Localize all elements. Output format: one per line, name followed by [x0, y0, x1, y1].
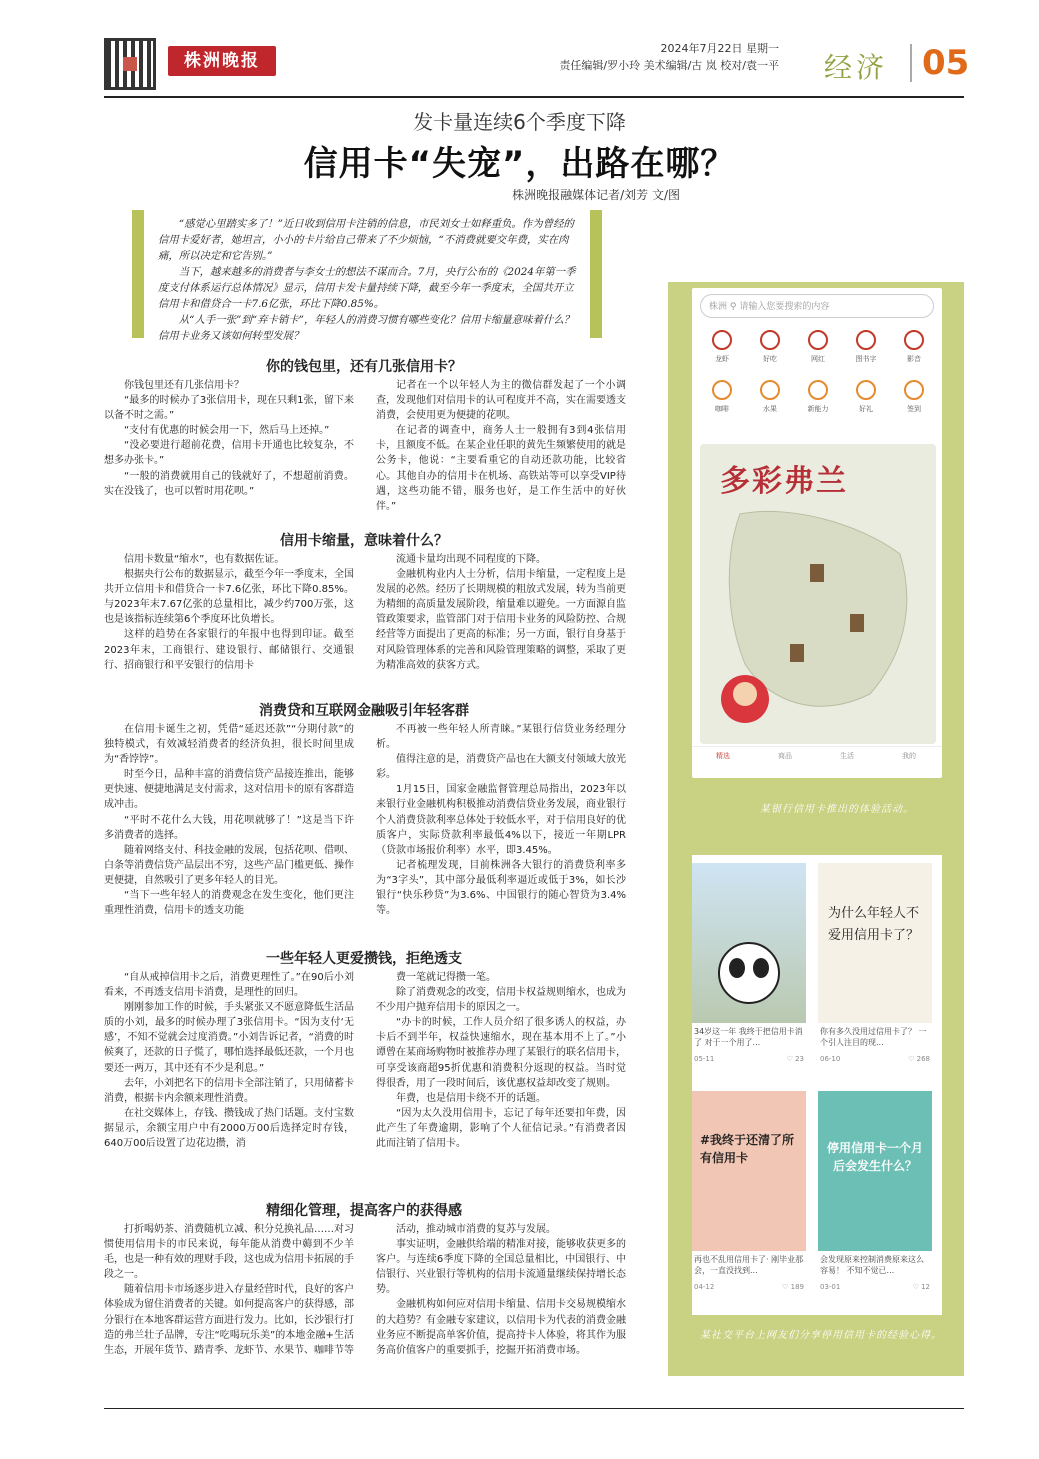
post-card[interactable] — [818, 863, 932, 1065]
bottom-rule — [104, 1408, 964, 1409]
section-5-left — [104, 1222, 354, 1358]
editors-line: 责任编辑/罗小玲 美术编辑/古 岚 校对/袁一平 — [559, 59, 779, 72]
paragraph: 在社交媒体上，存钱、攒钱成了热门话题。支付宝数据显示，余额宝用户中有2000万00后选择定时存钱，640万00后设置了边花边攒，消 — [104, 1107, 354, 1150]
post-title: 会发现原来控制消费原来这么容易！ 不知不觉已... — [820, 1255, 924, 1275]
bottom-nav — [692, 746, 942, 777]
paragraph: 时至今日，品种丰富的消费信贷产品接连推出，能够更快速、便捷地满足支付需求，这对信用卡的原有客群造成冲击。 — [104, 769, 354, 811]
post-title: 你有多久没用过信用卡了？ 一个引人注目的现... — [820, 1027, 927, 1047]
paragraph: 金融机构业内人士分析，信用卡缩量，一定程度上是发展的必然。经历了长期规模的粗放式发展，转为当前更为精细的高质量发展阶段，缩量难以避免。一方面源自监管政策要求，监管部门对于信用卡业务的风险防控、合规经营等方面提出了更高的标准；另一方面，银行自身基于对风险管理体系的完善和风险管理策略的调整，采取了更为精准高效的获客方式。 — [376, 569, 626, 671]
paragraph: 这样的趋势在各家银行的年报中也得到印证。截至2023年末，工商银行、建设银行、邮储银行、交通银行、招商银行和平安银行的信用卡 — [104, 629, 354, 671]
icon-cell[interactable] — [842, 380, 890, 414]
post-image: #我终于还清了所有信用卡 — [692, 1091, 806, 1251]
paragraph: 在信用卡诞生之初，凭借“延迟还款”“分期付款”的独特模式，有效减轻消费者的经济负担，很长时间里成为“香饽饽”。 — [104, 724, 354, 766]
photo-caption: 某社交平台上网友们分享停用信用卡的经验心得。 — [700, 1330, 942, 1341]
icon-label: 好吃 — [763, 355, 777, 363]
paragraph: 事实证明，金融供给端的精准对接，能够收获更多的客户。与连续6季度下降的全国总量相比，中国银行、中信银行、兴业银行等机构的信用卡流通量继续保持增长态势。 — [376, 1239, 626, 1296]
search-icon: ⚲ — [729, 302, 737, 312]
section-3-left — [104, 722, 354, 918]
like-count-value: 268 — [916, 1055, 930, 1063]
icon-cell[interactable] — [794, 380, 842, 414]
post-card[interactable] — [692, 1091, 806, 1293]
post-date: 05-11 — [694, 1055, 715, 1063]
section-name: 经济 — [824, 51, 889, 84]
paragraph: 你钱包里还有几张信用卡？ — [124, 380, 244, 391]
icon-cell[interactable] — [842, 330, 890, 364]
section-heading: 你的钱包里，还有几张信用卡？ — [266, 359, 462, 375]
paragraph: 记者在一个以年轻人为主的微信群发起了一个小调查，发现他们对信用卡的认可程度并不高，实在需要透支消费，会使用更为便捷的花呗。 — [376, 380, 626, 422]
coffee-icon — [712, 380, 732, 400]
paragraph: 流通卡量均出现不同程度的下降。 — [396, 554, 546, 565]
paragraph: 刚刚参加工作的时候，手头紧张又不愿意降低生活品质的小刘，最多的时候办理了3张信用卡。“因为支付‘无感’，不知不觉就会过度消费。”小刘告诉记者，“消费的时候爽了，还款的日子慌了，哪怕选择最低还款，一个月也要还一两万，其中还有不少是利息。” — [104, 1002, 354, 1074]
icon-cell[interactable] — [698, 380, 746, 414]
post-date: 03-01 — [820, 1283, 841, 1291]
paragraph: “平时不花什么大钱，用花呗就够了！”这是当下许多消费者的选择。 — [104, 814, 354, 841]
paragraph: 1月15日，国家金融监督管理总局指出，2023年以来银行业金融机构积极推动消费信贷业务发展，商业银行个人消费贷款利率总体处于较低水平，对于信用良好的优质客户，实际贷款利率最低4%以下，接近一年期LPR（贷款市场报价利率）水平，即3.45%。 — [376, 784, 626, 856]
like-count-value: 12 — [921, 1283, 930, 1291]
article-title: 信用卡“失宠”，出路在哪？ — [303, 144, 736, 184]
fruit-icon — [760, 380, 780, 400]
paragraph: 年费，也是信用卡绕不开的话题。 — [396, 1092, 546, 1104]
section-4-left — [104, 970, 354, 1151]
paragraph: “当下一些年轻人的消费观念在发生变化，他们更注重理性消费，信用卡的透支功能 — [104, 890, 354, 917]
paragraph: “自从戒掉信用卡之后，消费更理性了。”在90后小刘看来，不再透支信用卡消费，是理性的回归。 — [104, 972, 354, 999]
icon-cell[interactable] — [746, 380, 794, 414]
section-3-right — [376, 722, 626, 918]
nav-item[interactable]: 商品 — [778, 752, 792, 760]
location-label[interactable]: 株洲 — [709, 302, 728, 312]
nav-item[interactable]: 精选 — [716, 752, 730, 760]
paragraph: 费一笔就记得攒一笔。 — [396, 972, 496, 983]
top-rule — [104, 96, 964, 98]
intro-paragraph: “感觉心里踏实多了！”近日收到信用卡注销的信息，市民刘女士如释重负。作为曾经的信用卡爱好者，她坦言，小小的卡片给自己带来了不少烦恼，“不消费就要交年费，实在肉痛，所以决定和它告别。” — [158, 218, 574, 262]
page-number: 05 — [910, 44, 969, 82]
section-heading: 精细化管理，提高客户的获得感 — [266, 1203, 462, 1219]
paragraph: 记者梳理发现，目前株洲各大银行的消费贷利率多为“3字头”，其中部分最低利率逼近或低于3%，如长沙银行“快乐秒贷”为3.6%、中国银行的随心智贷为3.4%等。 — [376, 859, 626, 917]
media-icon — [904, 330, 924, 350]
intro-paragraph: 从“人手一张”到“弃卡销卡”，年轻人的消费习惯有哪些变化？信用卡缩量意味着什么？信用卡业务又该如何转型发展？ — [158, 314, 575, 342]
paragraph: “没必要进行超前花费，信用卡开通也比较复杂，不想多办张卡。” — [104, 440, 354, 467]
icon-label: 影音 — [907, 355, 921, 363]
icon-label: 水果 — [763, 405, 777, 413]
post-date: 06-10 — [820, 1055, 841, 1063]
newspaper-logo: 株洲晚报 — [168, 46, 276, 76]
article-subtitle: 发卡量连续6个季度下降 — [413, 110, 626, 134]
post-image: 为什么年轻人不爱用信用卡了？ — [818, 863, 932, 1023]
intro-box — [132, 210, 602, 342]
post-card[interactable] — [818, 1091, 932, 1293]
paragraph: 打折喝奶茶、消费随机立减、积分兑换礼品……对习惯使用信用卡的市民来说，每年能从消费中薅到不少羊毛，也是一种有效的理财手段，这也成为信用卡拓展的手段之一。 — [104, 1224, 354, 1281]
post-title: 再也不乱用信用卡了· 刚毕业那会，一直没找到... — [694, 1255, 804, 1275]
icon-label: 签到 — [907, 405, 921, 413]
paragraph: 信用卡数量“缩水”，也有数据佐证。 — [124, 554, 285, 565]
icon-cell[interactable] — [746, 330, 794, 364]
icon-label: 好礼 — [859, 405, 873, 413]
energy-icon — [808, 380, 828, 400]
paragraph: “最多的时候办了3张信用卡，现在只剩1张，留下来以备不时之需。” — [104, 395, 354, 422]
issue-date: 2024年7月22日 星期一 — [660, 42, 779, 55]
paragraph: 除了消费观念的改变，信用卡权益规则缩水，也成为不少用户抛弃信用卡的原因之一。 — [376, 987, 626, 1014]
section-2-left — [104, 552, 354, 673]
like-count-value: 23 — [795, 1055, 804, 1063]
like-count[interactable]: ♡ 12 — [912, 1283, 930, 1291]
section-heading: 信用卡缩量，意味着什么？ — [280, 533, 448, 549]
section-2-right — [376, 552, 626, 673]
social-screenshot — [692, 855, 942, 1315]
paragraph: 去年，小刘把名下的信用卡全部注销了，只用储蓄卡消费，根据卡内余额来理性消费。 — [104, 1077, 354, 1104]
book-icon — [856, 330, 876, 350]
search-bar[interactable] — [700, 294, 934, 318]
dateline — [559, 40, 779, 74]
store-icon — [808, 330, 828, 350]
post-title: 34岁这一年 我终于把信用卡消了 对于一个用了... — [694, 1027, 803, 1047]
paragraph: 不再被一些年轻人所青睐。”某银行信贷业务经理分析。 — [376, 724, 626, 751]
paragraph: 随着信用卡市场逐步进入存量经营时代，良好的客户体验成为留住消费者的关键。如何提高客户的获得感，部分银行在本地客群运营方面进行发力。比如，长沙银行打造的弗兰壮子品牌，专注“吃喝玩乐美”的本地金融+生活生态，开展年货节、踏青季、龙虾节、水果节、咖啡节等 — [104, 1284, 354, 1356]
promo-title: 多彩弗兰 — [720, 464, 848, 499]
paragraph: “支付有优惠的时候会用一下，然后马上还掉。” — [124, 425, 330, 437]
app-screenshot — [692, 288, 942, 778]
search-placeholder: 请输入您要搜索的内容 — [739, 302, 830, 312]
paragraph: 根据央行公布的数据显示，截至今年一季度末，全国共开立信用卡和借贷合一卡7.6亿张，环比下降0.85%。与2023年末7.67亿张的总量相比，减少约700万张，这也是该指标连续第6个季度环比负增长。 — [104, 569, 354, 626]
post-card[interactable] — [692, 863, 806, 1065]
paragraph: 随着网络支付、科技金融的发展，包括花呗、借呗、白条等消费信贷产品层出不穷，这些产品门槛更低、操作更便捷，自然吸引了更多年轻人的目光。 — [104, 844, 354, 886]
paragraph: “办卡的时候，工作人员介绍了很多诱人的权益，办卡后不到半年，权益快速缩水，现在基本用不上了。”小谭曾在某商场购物时被推荐办理了某银行的联名信用卡，可享受该商超95折优惠和消费积分返现的权益。当时觉得很香，用了一段时间后，该优惠权益却改变了规则。 — [376, 1017, 626, 1089]
gift-icon — [856, 380, 876, 400]
paragraph: 在记者的调查中，商务人士一般拥有3到4张信用卡，且额度不低。在某企业任职的黄先生频繁使用的就是公务卡，他说：“主要看重它的自动还款功能，比较省心。其他自办的信用卡在机场、高铁站等可以享受VIP待遇，这些功能不错，服务也好，是工作生活中的好伙伴。” — [376, 425, 626, 512]
paragraph: 值得注意的是，消费贷产品也在大额支付领域大放光彩。 — [376, 754, 626, 781]
like-count[interactable]: ♡ 268 — [908, 1055, 930, 1063]
section-4-right — [376, 970, 626, 1151]
illustrated-map — [700, 444, 936, 744]
section-heading: 消费贷和互联网金融吸引年轻客群 — [259, 703, 469, 719]
nav-item[interactable]: 生活 — [840, 752, 854, 760]
lobster-icon — [712, 330, 732, 350]
food-icon — [760, 330, 780, 350]
calendar-icon — [904, 380, 924, 400]
like-count[interactable]: ♡ 189 — [782, 1283, 804, 1291]
intro-paragraph: 当下，越来越多的消费者与李女士的想法不谋而合。7月，央行公布的《2024年第一季度支付体系运行总体情况》显示，信用卡发卡量持续下降，截至今年一季度末，全国共开立信用卡和借贷合一卡7.6亿张，环比下降0.85%。 — [158, 266, 576, 310]
nav-item[interactable]: 我的 — [902, 752, 916, 760]
byline: 株洲晚报融媒体记者/刘芳 文/图 — [512, 188, 680, 202]
icon-label: 网红 — [811, 355, 825, 363]
paragraph: 活动，推动城市消费的复苏与发展。 — [396, 1224, 556, 1235]
section-1-right — [376, 378, 626, 514]
like-count-value: 189 — [790, 1283, 804, 1291]
icon-label: 新能力 — [807, 405, 829, 413]
icon-label: 龙虾 — [715, 355, 729, 363]
photo-caption: 某银行信用卡推出的体验活动。 — [760, 804, 914, 815]
paragraph: 金融机构如何应对信用卡缩量、信用卡交易规模缩水的大趋势？有金融专家建议，以信用卡为代表的消费金融业务应不断提高单客价值，提高持卡人体验，将其作为服务高价值客户的重要抓手，挖掘开拓消费市场。 — [376, 1299, 626, 1356]
paragraph: “一般的消费就用自己的钱就好了，不想超前消费。实在没钱了，也可以暂时用花呗。” — [104, 470, 354, 497]
icon-cell[interactable] — [890, 330, 938, 364]
icon-label: 图书字 — [855, 355, 877, 363]
icon-cell[interactable] — [794, 330, 842, 364]
like-count[interactable]: ♡ 23 — [786, 1055, 804, 1063]
section-5-right — [376, 1222, 626, 1358]
post-image — [692, 863, 806, 1023]
icon-label: 咖啡 — [715, 405, 729, 413]
icon-cell[interactable] — [890, 380, 938, 414]
post-date: 04-12 — [694, 1283, 715, 1291]
icon-cell[interactable] — [698, 330, 746, 364]
paragraph: “因为太久没用信用卡，忘记了每年还要扣年费，因此产生了年费逾期，影响了个人征信记录。”有消费者因此而注销了信用卡。 — [376, 1107, 626, 1150]
section-1-left — [104, 378, 354, 499]
post-image: 停用信用卡一个月后会发生什么？ — [818, 1091, 932, 1251]
promo-map-banner[interactable] — [700, 444, 936, 744]
qr-code — [104, 38, 156, 90]
section-heading: 一些年轻人更爱攒钱，拒绝透支 — [266, 951, 462, 967]
